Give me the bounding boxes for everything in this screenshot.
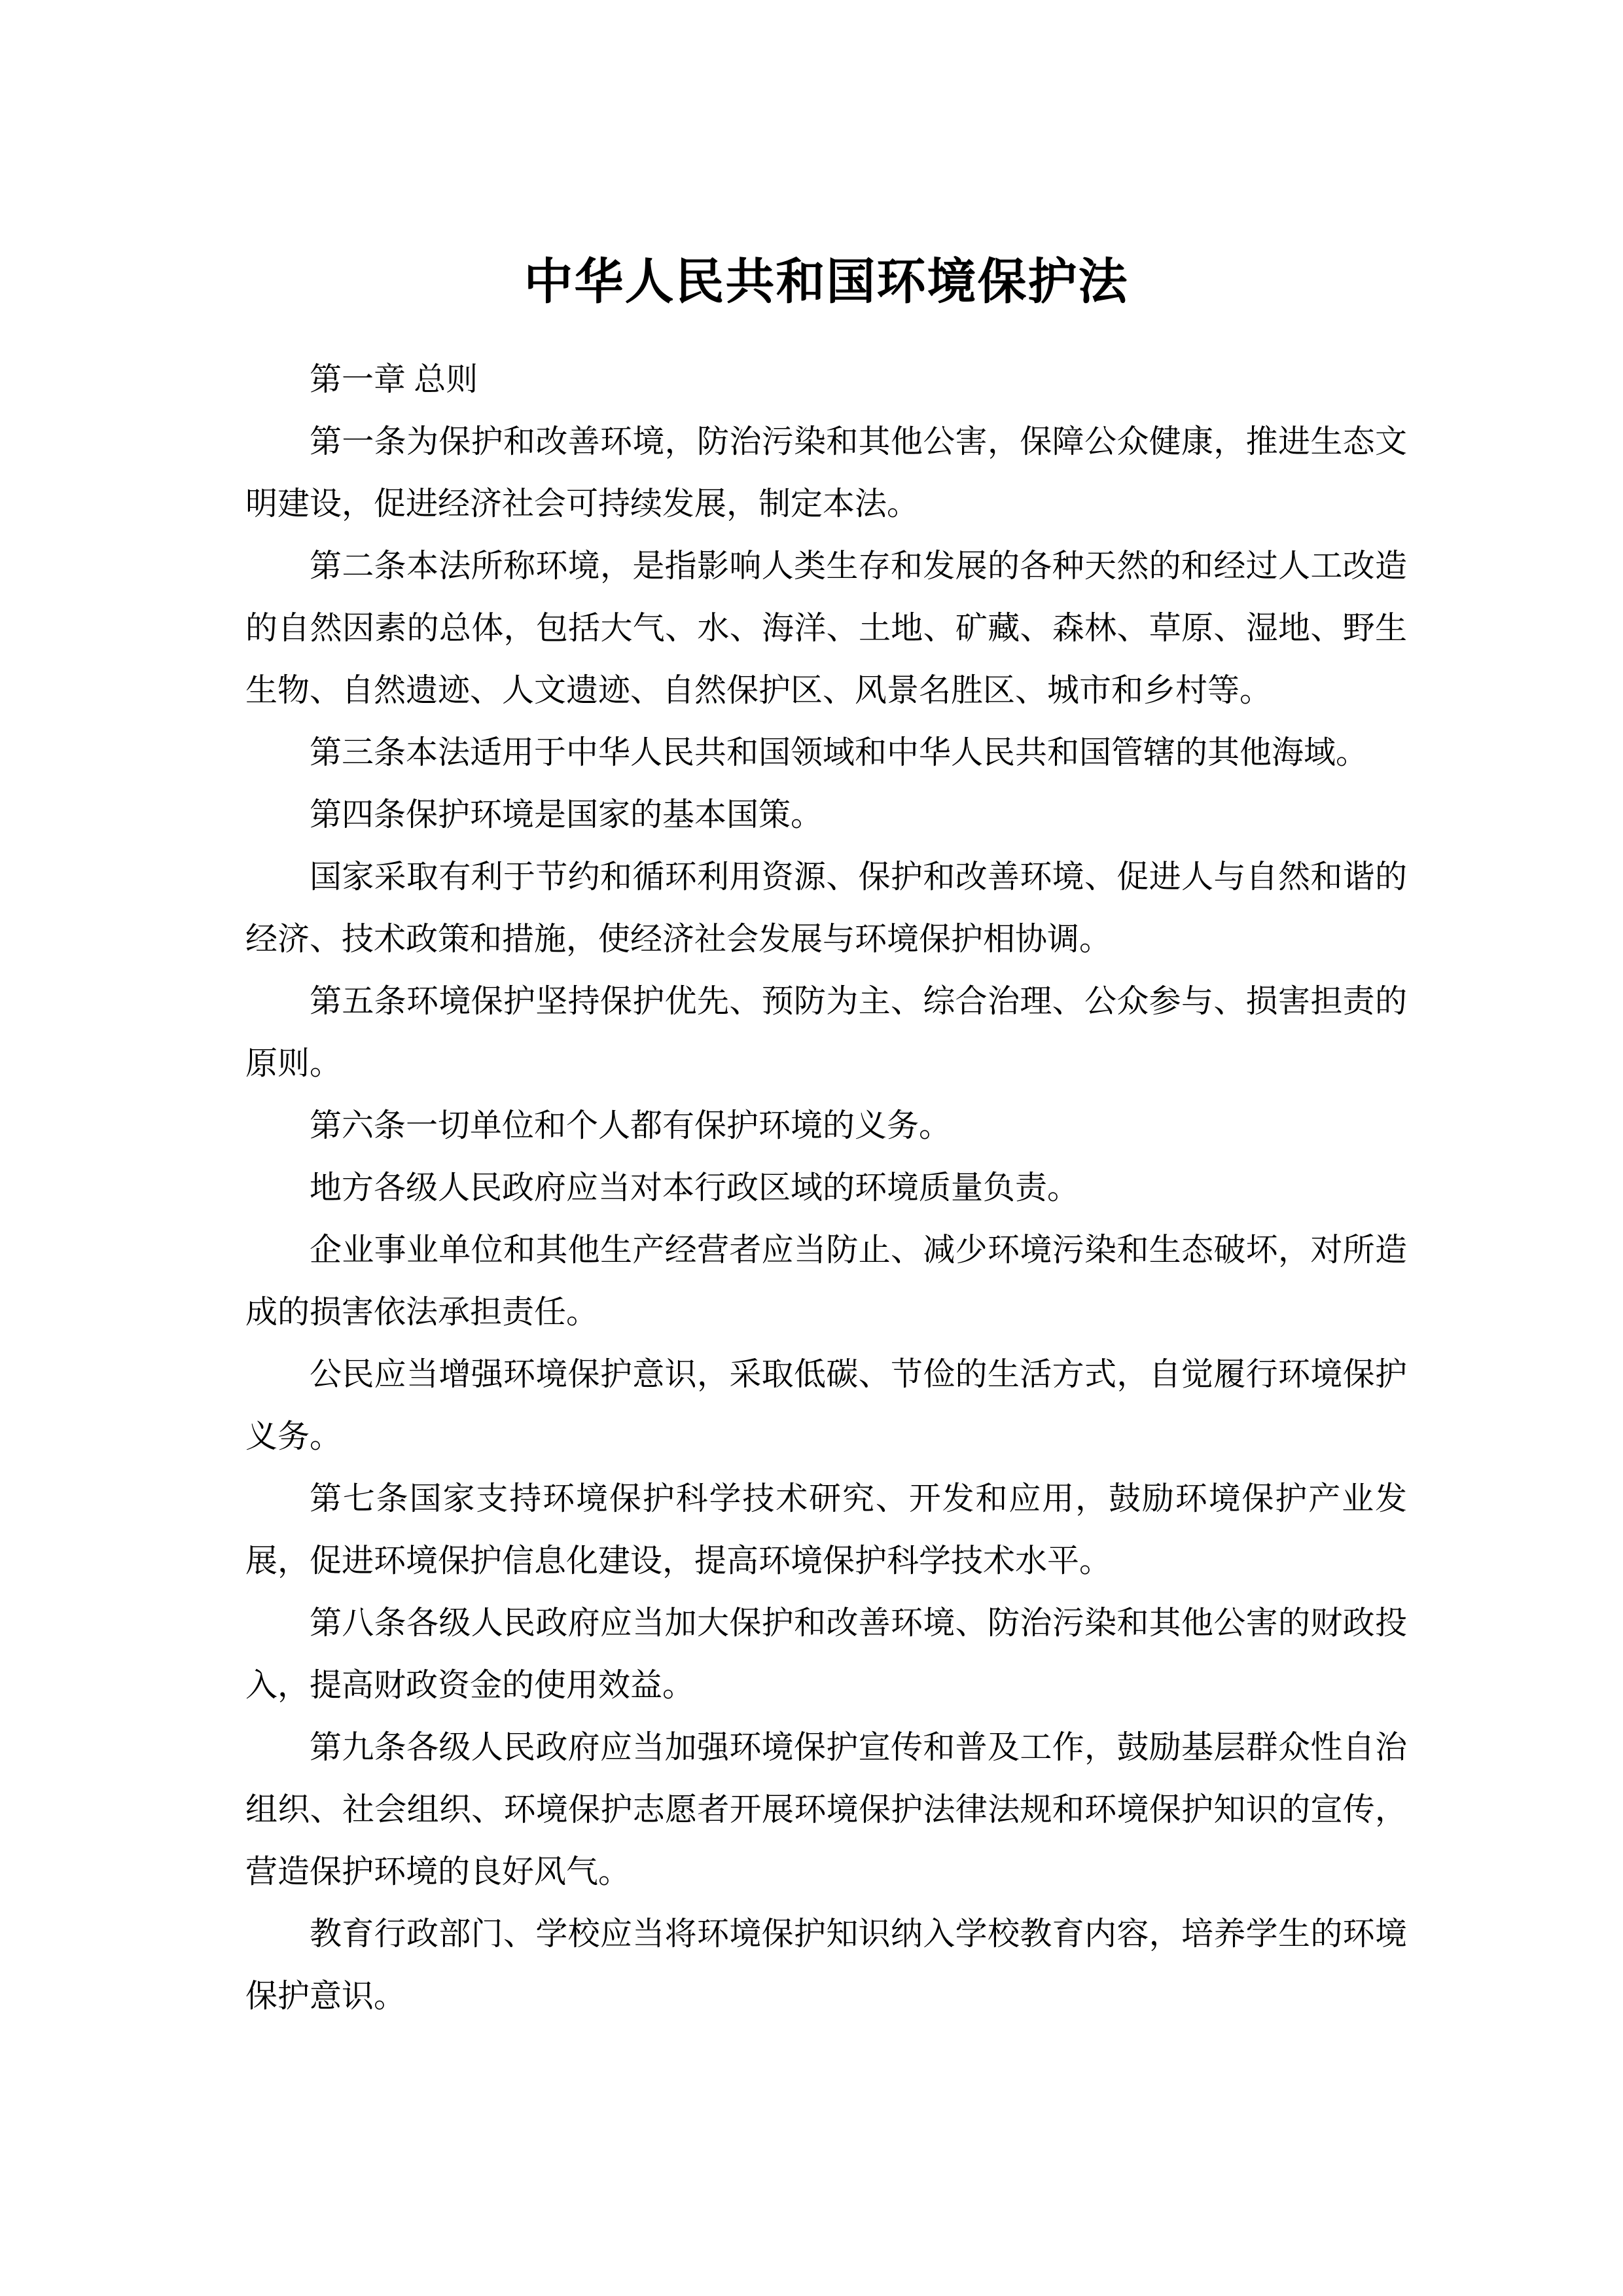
paragraph: 第三条本法适用于中华人民共和国领域和中华人民共和国管辖的其他海域。 bbox=[310, 734, 1368, 770]
paragraph: 第八条各级人民政府应当加大保护和改善环境、防治污染和其他公害的财政投入，提高财政资金的使用效益。 bbox=[245, 1605, 1407, 1703]
paragraph: 公民应当增强环境保护意识，采取低碳、节俭的生活方式，自觉履行环境保护义务。 bbox=[245, 1356, 1407, 1454]
document-body bbox=[245, 348, 1407, 2027]
paragraph: 第一条为保护和改善环境，防治污染和其他公害，保障公众健康，推进生态文明建设，促进经济社会可持续发展，制定本法。 bbox=[245, 423, 1407, 522]
paragraph: 企业事业单位和其他生产经营者应当防止、减少环境污染和生态破坏，对所造成的损害依法承担责任。 bbox=[245, 1232, 1407, 1330]
document-title: 中华人民共和国环境保护法 bbox=[524, 255, 1129, 310]
paragraph: 第六条一切单位和个人都有保护环境的义务。 bbox=[310, 1107, 952, 1143]
chapter-heading: 第一章 总则 bbox=[310, 361, 478, 397]
paragraph: 第九条各级人民政府应当加强环境保护宣传和普及工作，鼓励基层群众性自治组织、社会组织、环境保护志愿者开展环境保护法律法规和环境保护知识的宣传，营造保护环境的良好风气。 bbox=[245, 1729, 1407, 1890]
paragraph: 国家采取有利于节约和循环利用资源、保护和改善环境、促进人与自然和谐的经济、技术政策和措施，使经济社会发展与环境保护相协调。 bbox=[245, 859, 1407, 957]
paragraph-list bbox=[245, 410, 1407, 2027]
paragraph: 第五条环境保护坚持保护优先、预防为主、综合治理、公众参与、损害担责的原则。 bbox=[245, 983, 1407, 1081]
paragraph: 教育行政部门、学校应当将环境保护知识纳入学校教育内容，培养学生的环境保护意识。 bbox=[245, 1916, 1407, 2014]
paragraph: 第四条保护环境是国家的基本国策。 bbox=[310, 797, 823, 833]
paragraph: 地方各级人民政府应当对本行政区域的环境质量负责。 bbox=[310, 1170, 1080, 1206]
paragraph: 第七条国家支持环境保护科学技术研究、开发和应用，鼓励环境保护产业发展，促进环境保护信息化建设，提高环境保护科学技术水平。 bbox=[245, 1480, 1407, 1579]
paragraph: 第二条本法所称环境，是指影响人类生存和发展的各种天然的和经过人工改造的自然因素的总体，包括大气、水、海洋、土地、矿藏、森林、草原、湿地、野生生物、自然遗迹、人文遗迹、自然保护区、风景名胜区、城市和乡村等。 bbox=[245, 548, 1407, 708]
